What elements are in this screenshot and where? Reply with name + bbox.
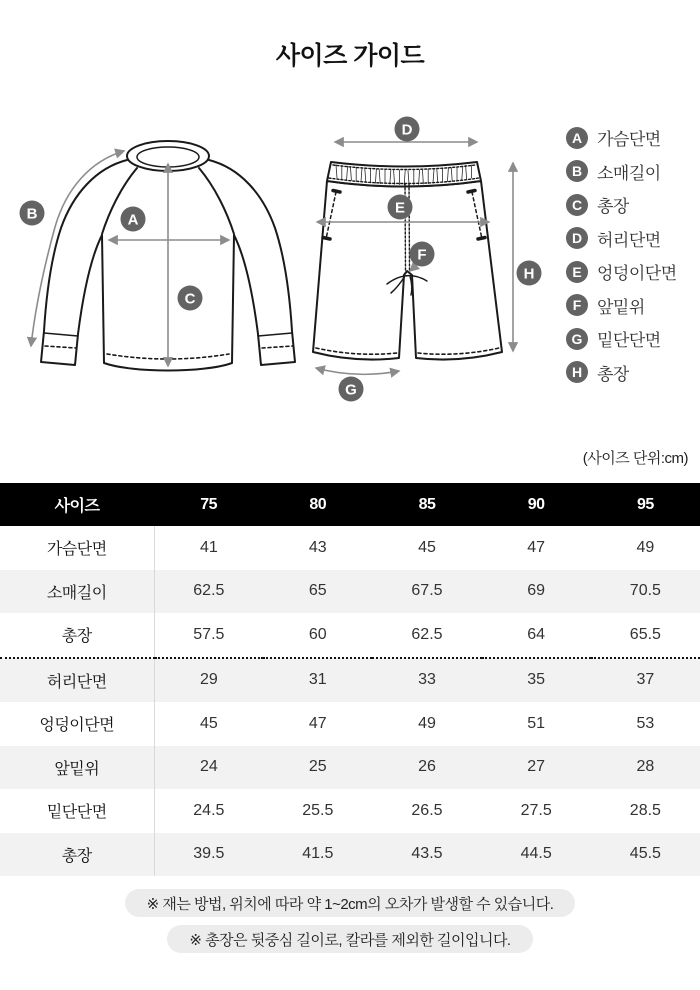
cell-value: 25.5 (302, 801, 334, 819)
legend-item (566, 188, 700, 222)
table-row (0, 613, 700, 658)
cell-value: 24.5 (193, 801, 225, 819)
marker-letter-h: H (523, 265, 535, 283)
legend-badge: A (566, 127, 588, 149)
pocket-bar-right-top (468, 191, 475, 193)
table-row (0, 570, 700, 614)
legend-badge: C (566, 194, 588, 216)
cell-value: 41.5 (302, 845, 334, 863)
legend-label: 소매길이 (597, 163, 661, 183)
cell-value: 28 (636, 758, 655, 776)
row-label: 엉덩이단면 (0, 702, 154, 746)
cell-value: 43.5 (411, 845, 443, 863)
cell-value: 64 (527, 625, 546, 643)
table-row (0, 526, 700, 570)
legend-item (566, 255, 700, 289)
legend-badge: D (566, 227, 588, 249)
row-label: 소매길이 (0, 570, 154, 614)
table-row (0, 702, 700, 746)
legend-badge: H (566, 361, 588, 383)
size-diagram-svg (0, 105, 560, 405)
cell-value: 39.5 (193, 845, 225, 863)
cell-value: 65.5 (629, 625, 661, 643)
legend-label: 허리단면 (597, 230, 661, 250)
row-label: 총장 (0, 833, 154, 877)
measurement-legend (566, 121, 700, 389)
cell-value: 41 (199, 538, 218, 556)
cell-value: 45 (418, 538, 436, 556)
legend-label: 총장 (597, 364, 629, 384)
cell-value: 35 (482, 658, 591, 703)
cell-value: 65 (308, 582, 327, 600)
garment-diagrams (0, 105, 560, 405)
legend-badge: E (566, 261, 588, 283)
unit-note: (사이즈 단위:cm) (582, 450, 688, 467)
table-row (0, 658, 700, 703)
legend-label: 엉덩이단면 (597, 264, 677, 284)
size-column-header: 사이즈 (0, 483, 154, 526)
marker-letter-d: D (401, 121, 413, 139)
legend-item (566, 322, 700, 356)
cell-value: 45 (199, 714, 218, 732)
legend-label: 총장 (597, 197, 629, 217)
cell-value: 51 (527, 714, 546, 732)
cell-value: 47 (527, 538, 546, 556)
marker-letter-b: B (26, 205, 38, 223)
marker-letter-a: A (127, 211, 139, 229)
row-label: 앞밑위 (0, 746, 154, 790)
row-label: 밑단단면 (0, 789, 154, 833)
cell-value: 57.5 (193, 625, 225, 643)
cell-value: 44.5 (520, 845, 552, 863)
cell-value: 62.5 (411, 625, 443, 643)
size-header-80: 80 (263, 483, 372, 526)
size-table (0, 483, 700, 876)
cell-value: 62.5 (193, 582, 225, 600)
cell-value: 33 (372, 658, 481, 703)
cell-value: 60 (308, 625, 327, 643)
table-row (0, 746, 700, 790)
legend-label: 가슴단면 (597, 130, 661, 150)
cell-value: 27.5 (520, 801, 552, 819)
row-label: 총장 (0, 613, 154, 658)
legend-label: 앞밑위 (597, 297, 645, 317)
cell-value: 69 (527, 582, 546, 600)
cell-value: 67.5 (411, 582, 443, 600)
cell-value: 49 (636, 538, 655, 556)
page-title: 사이즈 가이드 (275, 42, 425, 70)
size-header-85: 85 (372, 483, 481, 526)
marker-letter-g: G (345, 381, 357, 399)
row-label: 허리단면 (0, 658, 154, 703)
cell-value: 24 (199, 758, 218, 776)
shorts-diagram (313, 162, 502, 360)
size-table-head (0, 483, 700, 526)
row-label: 가슴단면 (0, 526, 154, 570)
size-header-90: 90 (482, 483, 591, 526)
cell-value: 45.5 (629, 845, 661, 863)
pocket-bar-left-bottom (323, 238, 330, 240)
note: ※ 재는 방법, 위치에 따라 약 1~2cm의 오차가 발생할 수 있습니다. (125, 889, 576, 917)
cell-value: 26 (418, 758, 436, 776)
legend-item (566, 155, 700, 189)
table-row (0, 833, 700, 877)
legend-item (566, 121, 700, 155)
footnotes (0, 889, 700, 953)
hem-width-arrow (316, 368, 399, 374)
cell-value: 53 (636, 714, 655, 732)
marker-letter-e: E (394, 199, 406, 217)
cell-value: 31 (263, 658, 372, 703)
cell-value: 25 (308, 758, 327, 776)
legend-label: 밑단단면 (597, 331, 661, 351)
legend-badge: F (566, 294, 588, 316)
marker-letter-f: F (417, 246, 427, 264)
size-header-75: 75 (154, 483, 263, 526)
table-header-row (0, 483, 700, 526)
cell-value: 26.5 (411, 801, 443, 819)
legend-badge: G (566, 328, 588, 350)
size-table-body (0, 526, 700, 876)
cell-value: 28.5 (629, 801, 661, 819)
cell-value: 49 (418, 714, 436, 732)
table-row (0, 789, 700, 833)
cell-value: 27 (527, 758, 546, 776)
note: ※ 총장은 뒷중심 길이로, 칼라를 제외한 길이입니다. (167, 925, 532, 953)
cell-value: 43 (308, 538, 327, 556)
legend-item (566, 222, 700, 256)
cell-value: 29 (154, 658, 263, 703)
pocket-bar-left-top (333, 191, 340, 193)
pocket-bar-right-bottom (478, 238, 485, 240)
marker-letter-c: C (184, 290, 196, 308)
cell-value: 70.5 (629, 582, 661, 600)
size-header-95: 95 (591, 483, 700, 526)
cell-value: 47 (308, 714, 327, 732)
legend-item (566, 356, 700, 390)
cell-value: 37 (591, 658, 700, 703)
legend-item (566, 289, 700, 323)
legend-badge: B (566, 160, 588, 182)
